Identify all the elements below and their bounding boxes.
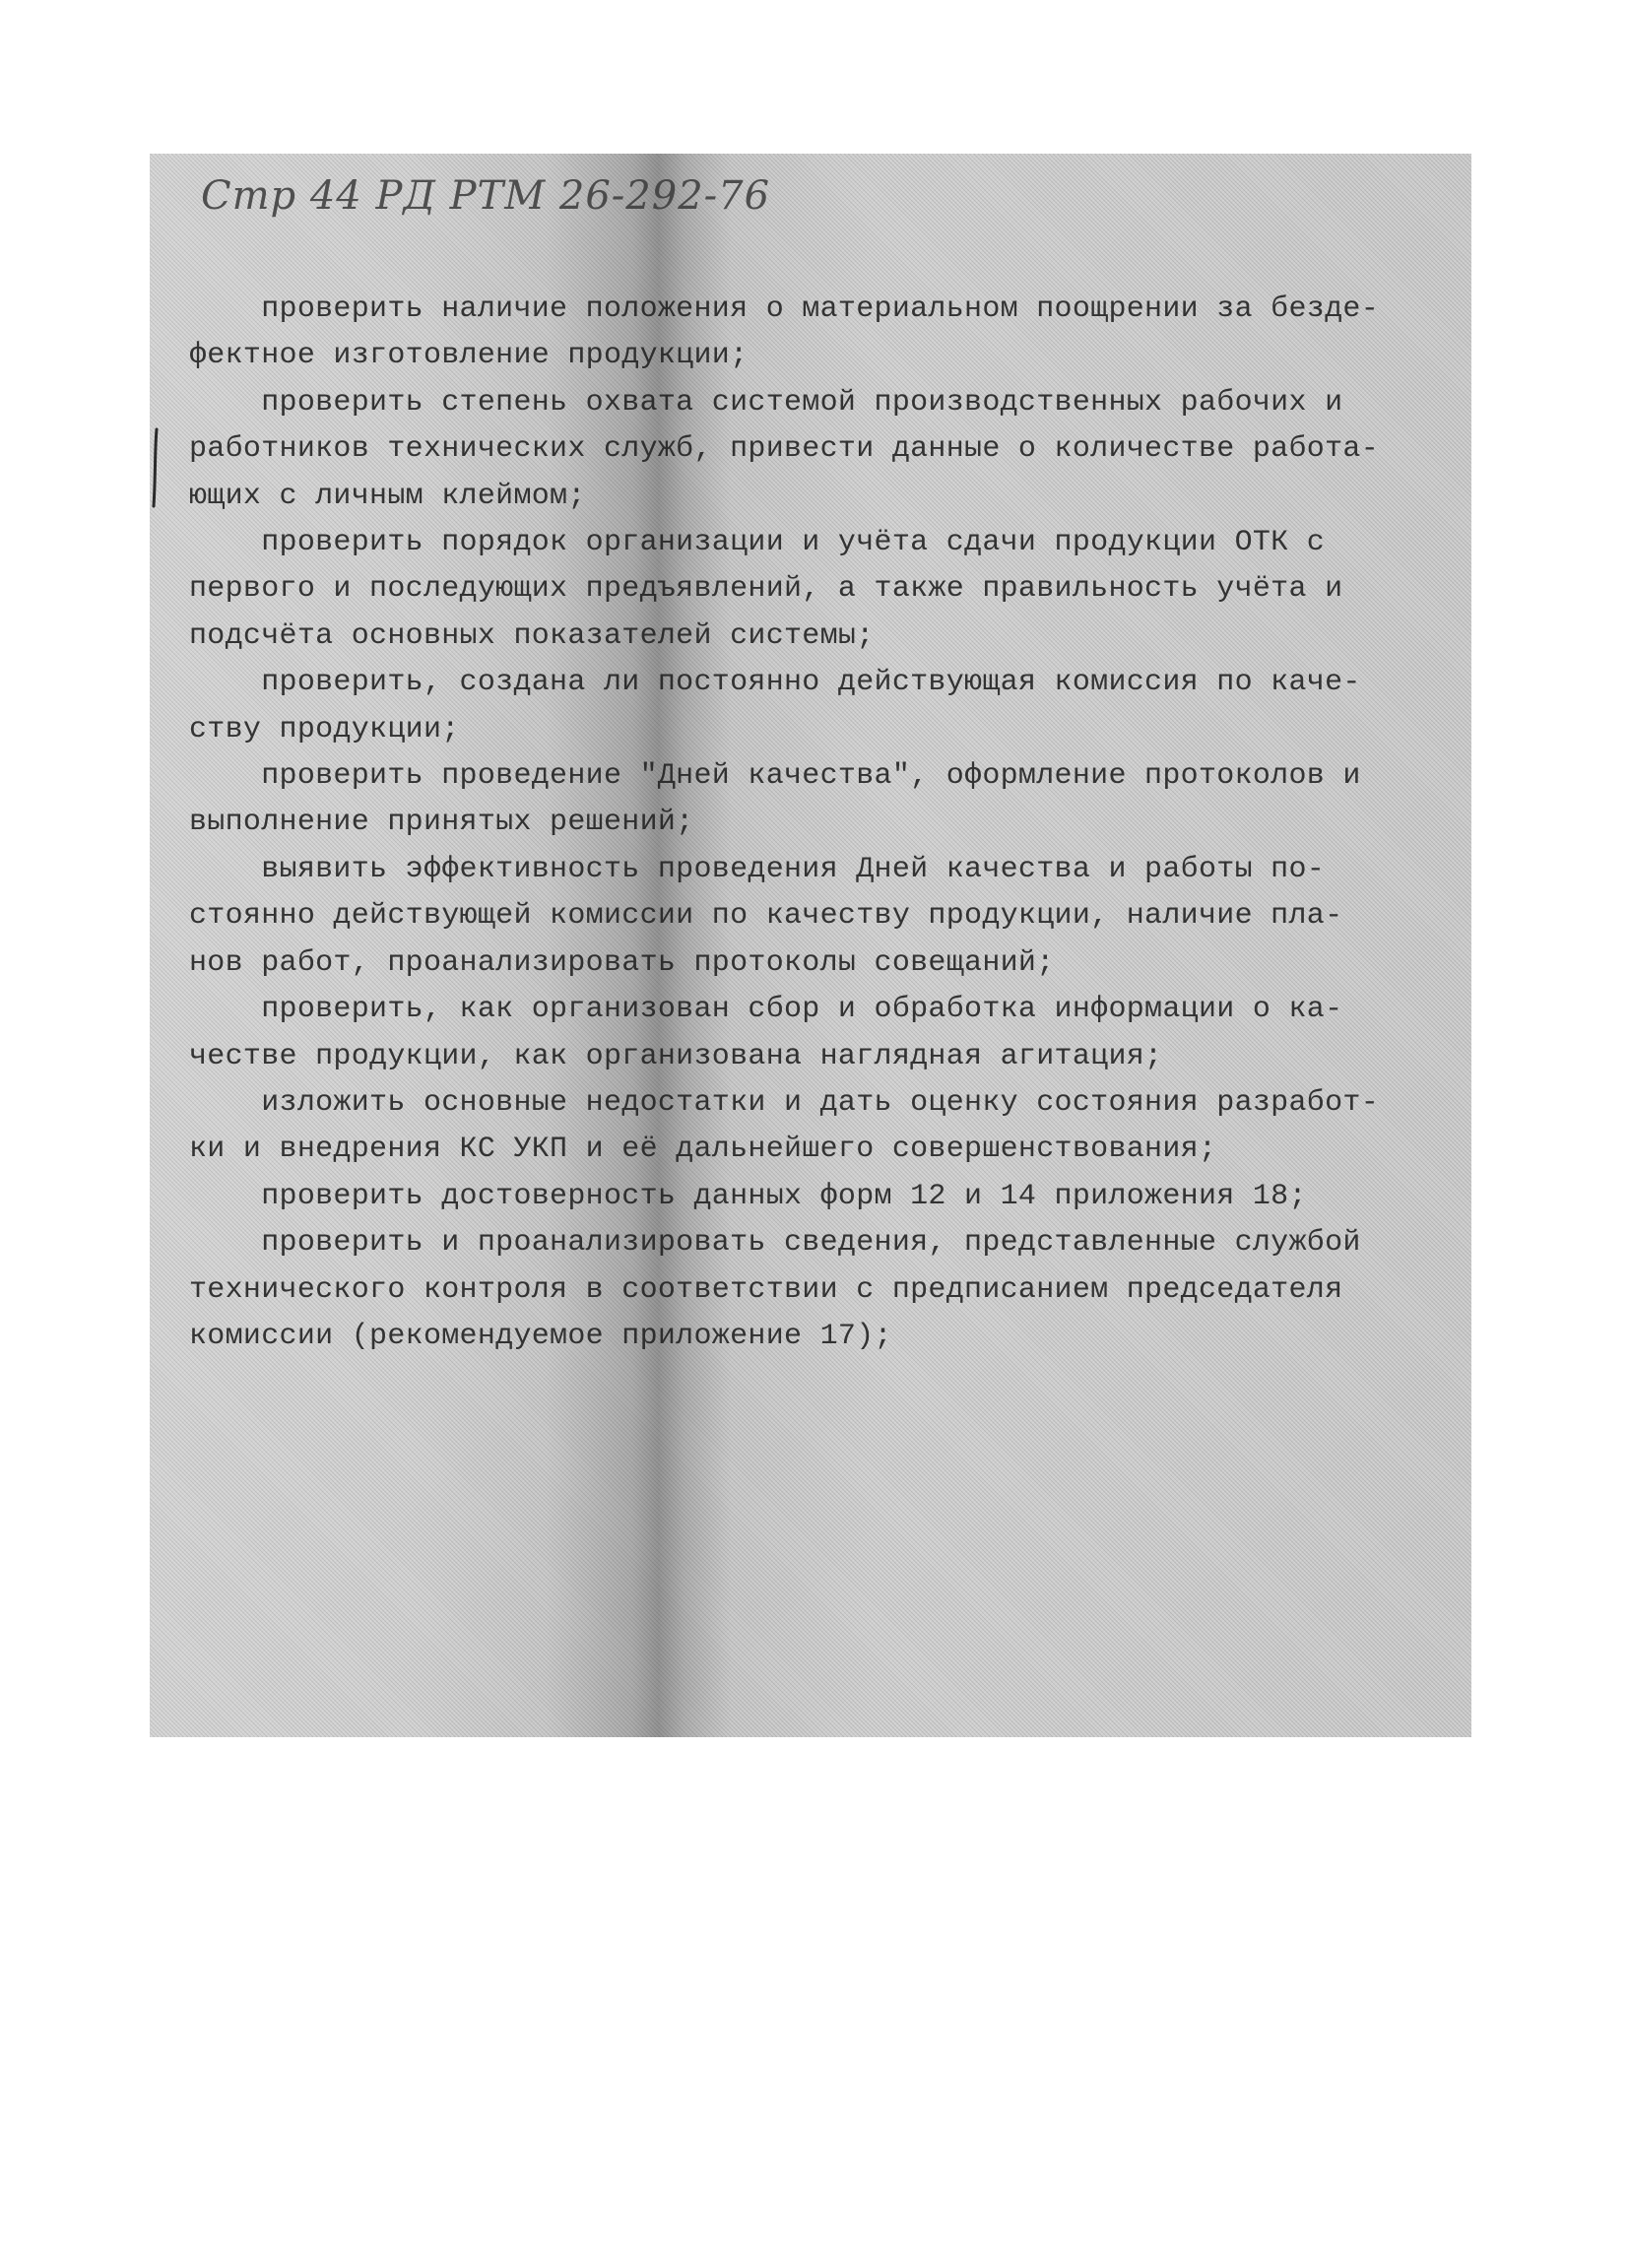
text-line: честве продукции, как организована наглядная агитация; — [189, 1039, 1163, 1073]
paragraph-technical-control — [189, 1220, 1450, 1360]
margin-mark-icon — [150, 427, 162, 508]
text-line: проверить порядок организации и учёта сдачи продукции ОТК с — [189, 526, 1326, 560]
text-line: первого и последующих предъявлений, а также правильность учёта и — [189, 572, 1343, 607]
text-line: ющих с личным клеймом; — [189, 479, 586, 513]
paragraph-quality-commission — [189, 660, 1450, 753]
text-line: проверить наличие положения о материальном поощрении за безде- — [189, 292, 1379, 326]
text-line: работников технических служб, привести данные о количестве работа- — [189, 432, 1379, 467]
text-line: проверить, создана ли постоянно действующая комиссия по каче- — [189, 666, 1361, 700]
text-line: ки и внедрения КС УКП и её дальнейшего совершенствования; — [189, 1133, 1217, 1167]
scanned-page — [150, 154, 1471, 1737]
paragraph-incentive-regulation — [189, 287, 1450, 380]
paragraph-shortcomings — [189, 1080, 1450, 1174]
paragraph-quality-days — [189, 753, 1450, 847]
text-line: нов работ, проанализировать протоколы совещаний; — [189, 945, 1055, 980]
document-body — [189, 287, 1450, 1360]
text-line: выполнение принятых решений; — [189, 806, 694, 840]
text-line: комиссии (рекомендуемое приложение 17); — [189, 1319, 892, 1353]
text-line: проверить степень охвата системой производственных рабочих и — [189, 385, 1343, 420]
page-header-reference: Стр 44 РД РТМ 26-292-76 — [201, 173, 771, 219]
paragraph-otk-acceptance — [189, 520, 1450, 660]
text-line: технического контроля в соответствии с предписанием председателя — [189, 1272, 1343, 1307]
paragraph-forms-accuracy — [189, 1174, 1450, 1220]
text-line: проверить и проанализировать сведения, представленные службой — [189, 1226, 1361, 1261]
text-line: фектное изготовление продукции; — [189, 339, 749, 373]
text-line: изложить основные недостатки и дать оценку состояния разработ- — [189, 1085, 1379, 1120]
text-line: ству продукции; — [189, 712, 460, 746]
text-line: проверить проведение "Дней качества", оформление протоколов и — [189, 759, 1361, 794]
text-line: стоянно действующей комиссии по качеству продукции, наличие пла- — [189, 899, 1343, 934]
text-line: проверить достоверность данных форм 12 и 14 приложения 18; — [189, 1179, 1307, 1213]
paragraph-effectiveness — [189, 847, 1450, 987]
text-line: подсчёта основных показателей системы; — [189, 618, 875, 653]
paragraph-system-coverage — [189, 380, 1450, 520]
paragraph-information-collection — [189, 987, 1450, 1080]
text-line: выявить эффективность проведения Дней качества и работы по- — [189, 852, 1326, 886]
text-line: проверить, как организован сбор и обработка информации о ка- — [189, 993, 1343, 1027]
